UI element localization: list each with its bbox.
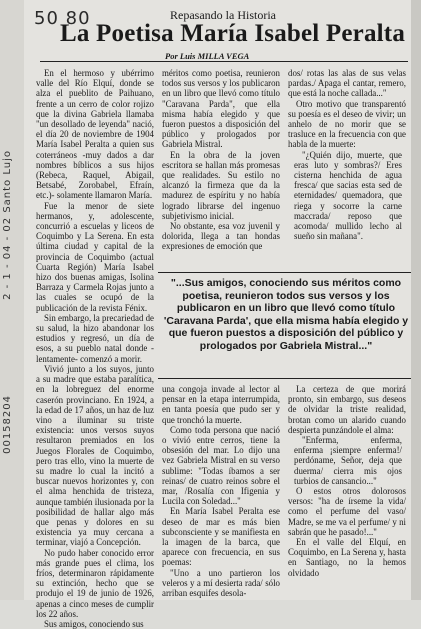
col2-paragraph: una congoja invade al lector al pensar en la etapa interrumpida, en tanta poesía que pudo ser y que tronchó la muerte. (162, 384, 280, 425)
pullquote-rule-bottom (158, 378, 412, 379)
adjacent-page-edge (411, 0, 421, 600)
section-heading: Repasando la Historia (170, 8, 276, 22)
article-byline: Por Luis MILLA VEGA (165, 51, 250, 61)
col2-paragraph: En María Isabel Peralta ese deseo de mar es más bien subconsciente y se manifiesta en la imagen de la barca, que aparece con frecuencia, en sus poemas: (162, 506, 280, 568)
pull-quote-text: "...Sus amigos, conociendo sus méritos como poetisa, reunieron todos sus versos y los publicaron en un libro que llevó como título 'Caravana Parda', que ella misma había elegido y que fueron puestos a disposición del público y prologados por Gabriela Mistral..." (163, 277, 409, 352)
col1-paragraph: En el hermoso y ubérrimo valle del Río Elquí, donde se alza el pueblito de Paihuano, frente a un cerro de color rojizo que la divina Gabriela llamaba "un desollado de leyenda" nació, el día 20 de noviembre de 1904 María Isabel Peralta a quien sus coterráneos -muy dados a dar nombres bíblicos a sus hijos (Rebeca, Raquel, Abigail, Betsabé, Zorobabel, Efraín, etc.)- solamente llamaron María. (36, 68, 154, 201)
clipping-margin (0, 0, 24, 600)
col1-paragraph: Sin embargo, la precariedad de su salud, la hizo abandonar los estudios y regresó, un día de esos, a su pueblo natal donde -lentamente- comenzó a morir. (36, 312, 154, 364)
col2-paragraph: méritos como poetisa, reunieron todos sus versos y los publicaron en un libro que llevó como título "Caravana Parda", que ella misma había elegido y que fueron puestos a disposición del público y prologados por Gabriela Mistral. (162, 68, 280, 150)
col3-paragraph: En el valle del Elquí, en Coquimbo, en La Serena y, hasta en Santiago, no la hemos olvidado (288, 537, 406, 578)
col3-paragraph: La certeza de que morirá pronto, sin embargo, sus deseos de olvidar la triste realidad, brotan como un alarido cuando despierta punzándole el alma: (288, 384, 406, 435)
catalog-number: 00158204 (2, 395, 13, 454)
column-2-bottom (162, 384, 280, 598)
col3-paragraph: O estos otros dolorosos versos: "ha de írseme la vida/ como el perfume del vaso/ Madre, se me va el perfume/ y ni sabrán que he pasado!..." (288, 486, 406, 537)
column-3-bottom (288, 384, 406, 578)
col2-paragraph: "Uno a uno partieron los veleros y a mí desierta rada/ sólo arriban esquifes desola- (162, 567, 280, 599)
col2-paragraph: Como toda persona que nació o vivió entre cerros, tiene la obsesión del mar. Lo dijo una vez Gabriela Mistral en su verso sublime: "Todas íbamos a ser reinas/ de cuatro reinos sobre el mar, /Rosalía con Ifigenia y Lucila con Soledad..." (162, 424, 280, 507)
col1-paragraph: Sus amigos, conociendo sus (44, 618, 144, 629)
column-2-top (162, 68, 280, 252)
title-rule (40, 61, 408, 62)
pull-quote (158, 277, 414, 352)
col1-paragraph: Fue la menor de siete hermanos, y, adolescente, concurrió a escuelas y liceos de Coquimbo y La Serena. En esta última ciudad y capital de la provincia de Coquimbo (actual Cuarta Región) María Isabel hizo dos buenas amigas, Isolina Barraza y Carmela Rojas junto a las cuales se ocupó de la publicación de la revista Fénix. (36, 200, 154, 313)
col1-paragraph: No pudo haber conocido error más grande pues el clima, los fríos, determinaron rápidamente su extinción, hecho que se produjo el 19 de junio de 1926, apenas a cinco meses de cumplir los 22 años. (36, 547, 154, 619)
col1-paragraph: Vivió junto a los suyos, junto a su madre que estaba paralítica, en la lobreguez del enorme caserón provinciano. En 1924, a la edad de 17 años, un haz de luz vino a iluminar su triste existencia: unos versos suyos resultaron premiados en los Juegos Florales de Coquimbo, pero tras ello, vino la muerte de su madre lo cual la incitó a buscar nuevos horizontes y, con el alma henchida de tristeza, aunque también ilusionada por la posibilidad de hallar algo más que penas y dolores en su existencia ya muy cercana a terminar, viajó a Concepción. (36, 363, 154, 548)
col3-poem-quote: "Enferma, enferma, enferma ¡siempre enferma!/ perdóname, Señor, deja que duerma/ cierra mis ojos turbios de cansancio..." (294, 435, 402, 486)
column-1 (36, 68, 154, 629)
column-3-top (288, 68, 406, 241)
col3-paragraph: dos/ rotas las alas de sus velas pardas./ Apaga el cantar, remero, que está la noche callada..." (288, 68, 406, 99)
col2-paragraph: En la obra de la joven escritora se hallan más promesas que realidades. Su estilo no alcanzó la firmeza que da la madurez de espíritu y no había logrado librarse del ingenuo subjetivismo inicial. (162, 149, 280, 221)
article-title: La Poetisa María Isabel Peralta (60, 20, 406, 47)
col3-poem-quote: "¿Quién dijo, muerte, que eras luto y sombras?/ Eres cisterna henchida de agua fresca/ que sacias esta sed de eternidades/ quemadora, que riega y socorre la carne maccrada/ reposo que acomoda/ mullido lecho al sueño sin mañana". (294, 149, 402, 242)
col2-paragraph: No obstante, esa voz juvenil y dolorida, llega a tan hondas expresiones de emoción que (162, 221, 280, 252)
col3-paragraph: Otro motivo que transparentó su poesía es el deseo de vivir; un anhelo de no morir que se trasluce en la frecuencia con que habla de la muerte: (288, 98, 406, 150)
pullquote-rule-top (158, 272, 412, 273)
handwritten-note: 50 80 (34, 8, 91, 29)
margin-date: 2 - 1 - 04 - 02 Santo Lujo (2, 150, 13, 300)
